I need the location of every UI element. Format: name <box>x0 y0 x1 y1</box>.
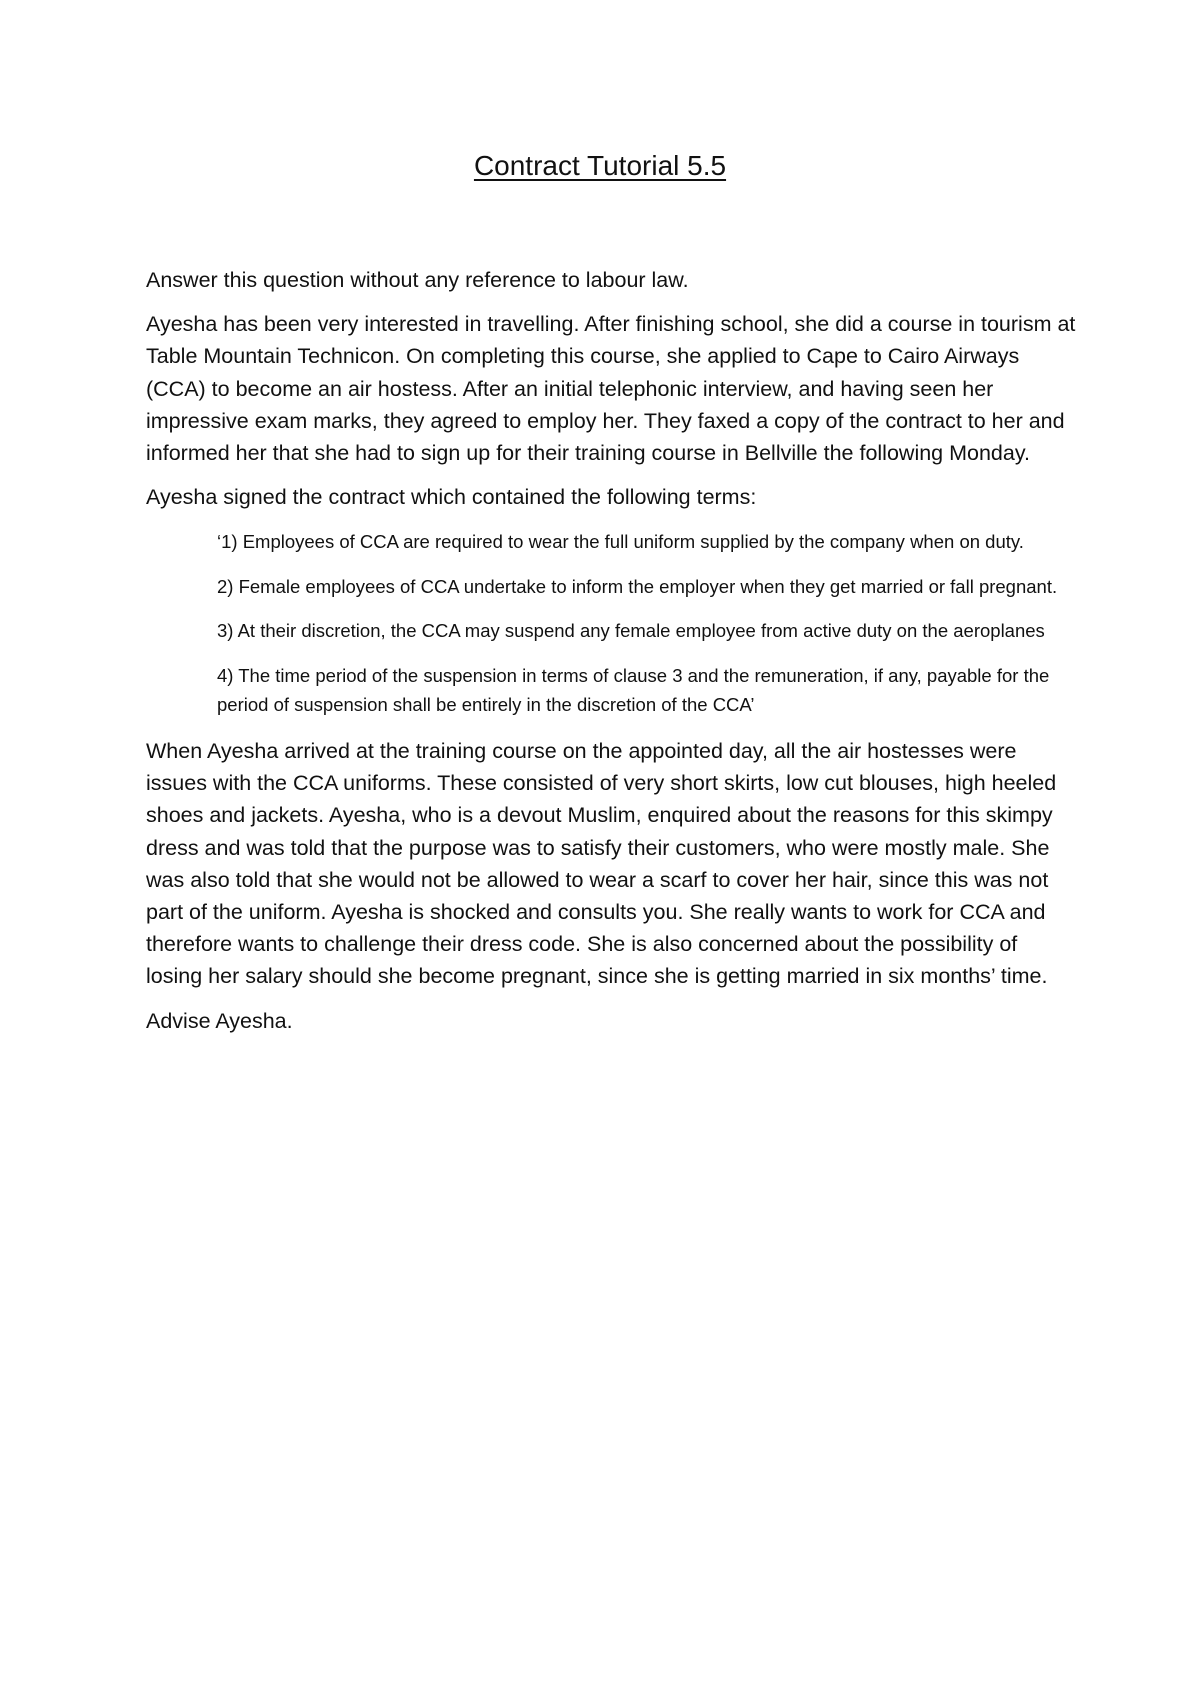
facts-paragraph: Ayesha has been very interested in travelling. After finishing school, she did a course in tourism at Table Mountain Technicon. On completing this course, she applied to Cape to Cairo Airways (CCA) to become an air hostess. After an initial telephonic interview, and having seen her impressive exam marks, they agreed to employ her. They faxed a copy of the contract to her and informed her that she had to sign up for their training course in Bellville the following Monday. <box>146 312 1076 466</box>
contract-term-2: 2) Female employees of CCA undertake to inform the employer when they get married or fall pregnant. <box>217 575 1058 597</box>
scenario-paragraph: When Ayesha arrived at the training course on the appointed day, all the air hostesses were issues with the CCA uniforms. These consisted of very short skirts, low cut blouses, high heeled shoes and jackets. Ayesha, who is a devout Muslim, enquired about the reasons for this skimpy dress and was told that the purpose was to satisfy their customers, who were mostly male. She was also told that she would not be allowed to wear a scarf to cover her hair, since this was not part of the uniform. Ayesha is shocked and consults you. She really wants to work for CCA and therefore wants to challenge their dress code. She is also concerned about the possibility of losing her salary should she become pregnant, since she is getting married in six months’ time. <box>146 738 1057 989</box>
contract-terms-list <box>217 527 1067 720</box>
contract-term-1: ‘1) Employees of CCA are required to wear the full uniform supplied by the company when on duty. <box>217 531 1024 553</box>
contract-term-3: 3) At their discretion, the CCA may suspend any female employee from active duty on the aeroplanes <box>217 620 1045 642</box>
closing-instruction: Advise Ayesha. <box>146 1008 293 1033</box>
contract-term-4: 4) The time period of the suspension in terms of clause 3 and the remuneration, if any, payable for the period of suspension shall be entirely in the discretion of the CCA’ <box>217 664 1050 716</box>
document-body <box>146 264 1076 1049</box>
document-title: Contract Tutorial 5.5 <box>473 150 727 181</box>
terms-intro: Ayesha signed the contract which contained the following terms: <box>146 485 757 510</box>
intro-instruction: Answer this question without any reference to labour law. <box>146 268 689 292</box>
